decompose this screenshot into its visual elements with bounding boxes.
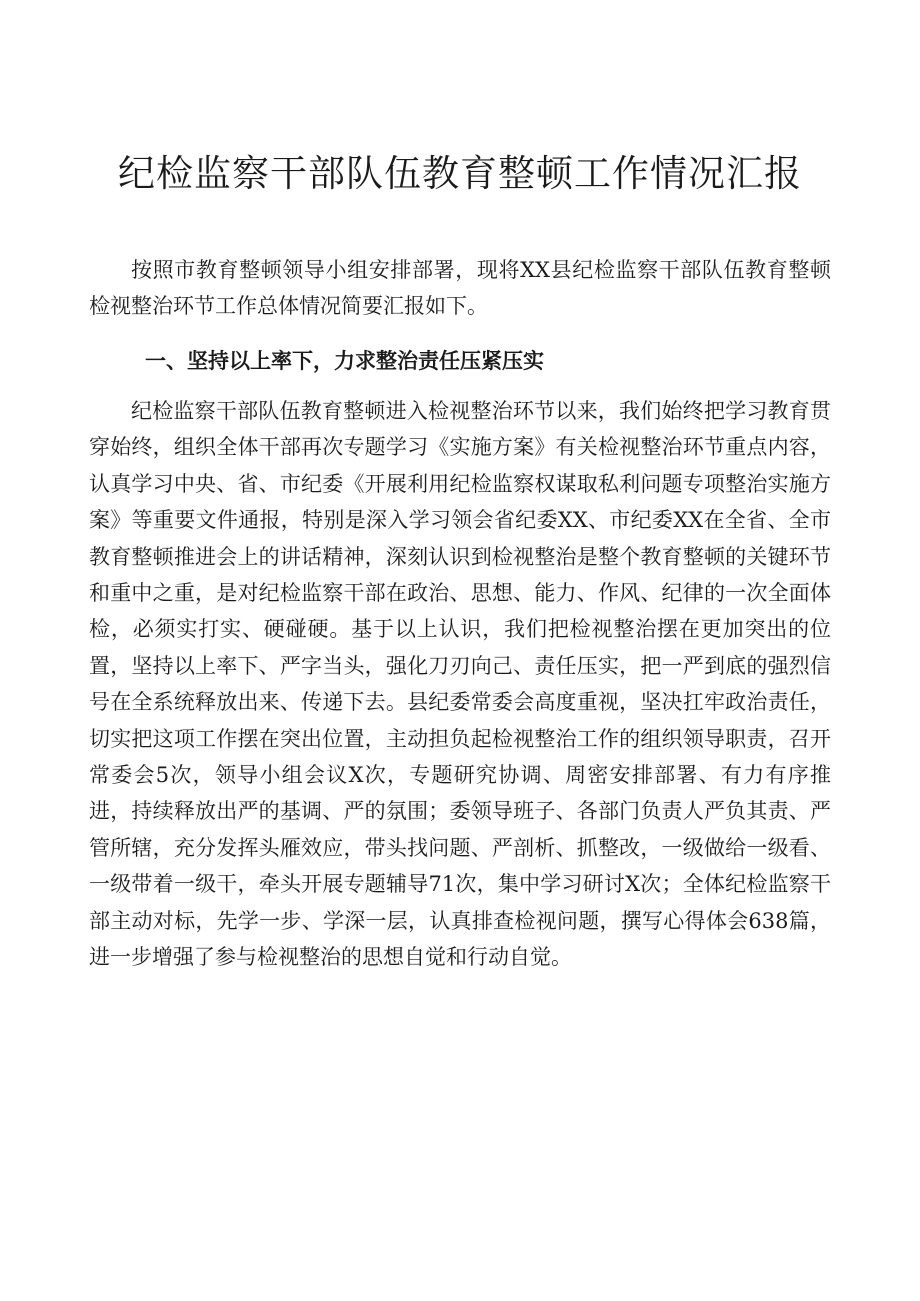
section-heading: 一、坚持以上率下，力求整治责任压紧压实 [145, 349, 544, 373]
section-body-paragraph: 纪检监察干部队伍教育整顿进入检视整治环节以来，我们始终把学习教育贯穿始终，组织全体干部再次专题学习《实施方案》有关检视整治环节重点内容，认真学习中央、省、市纪委《开展利用纪检监察权谋取私利问题专项整治实施方案》等重要文件通报，特别是深入学习领会省纪委XX、市纪委XX在全省、全市教育整顿推进会上的讲话精神，深刻认识到检视整治是整个教育整顿的关键环节和重中之重，是对纪检监察干部在政治、思想、能力、作风、纪律的一次全面体检，必须实打实、硬碰硬。基于以上认识，我们把检视整治摆在更加突出的位置，坚持以上率下、严字当头，强化刀刃向己、责任压实，把一严到底的强烈信号在全系统释放出来、传递下去。县纪委常委会高度重视，坚决扛牢政治责任，切实把这项工作摆在突出位置，主动担负起检视整治工作的组织领导职责，召开常委会5次，领导小组会议X次，专题研究协调、周密安排部署、有力有序推进，持续释放出严的基调、严的氛围；委领导班子、各部门负责人严负其责、严管所辖，充分发挥头雁效应，带头找问题、严剖析、抓整改，一级做给一级看、一级带着一级干，牵头开展专题辅导71次，集中学习研讨X次；全体纪检监察干部主动对标，先学一步、学深一层，认真排查检视问题，撰写心得体会638篇，进一步增强了参与检视整治的思想自觉和行动自觉。 [89, 399, 831, 970]
document-title: 纪检监察干部队伍教育整顿工作情况汇报 [118, 152, 802, 195]
intro-paragraph: 按照市教育整顿领导小组安排部署，现将XX县纪检监察干部队伍教育整顿检视整治环节工作总体情况简要汇报如下。 [89, 258, 831, 319]
